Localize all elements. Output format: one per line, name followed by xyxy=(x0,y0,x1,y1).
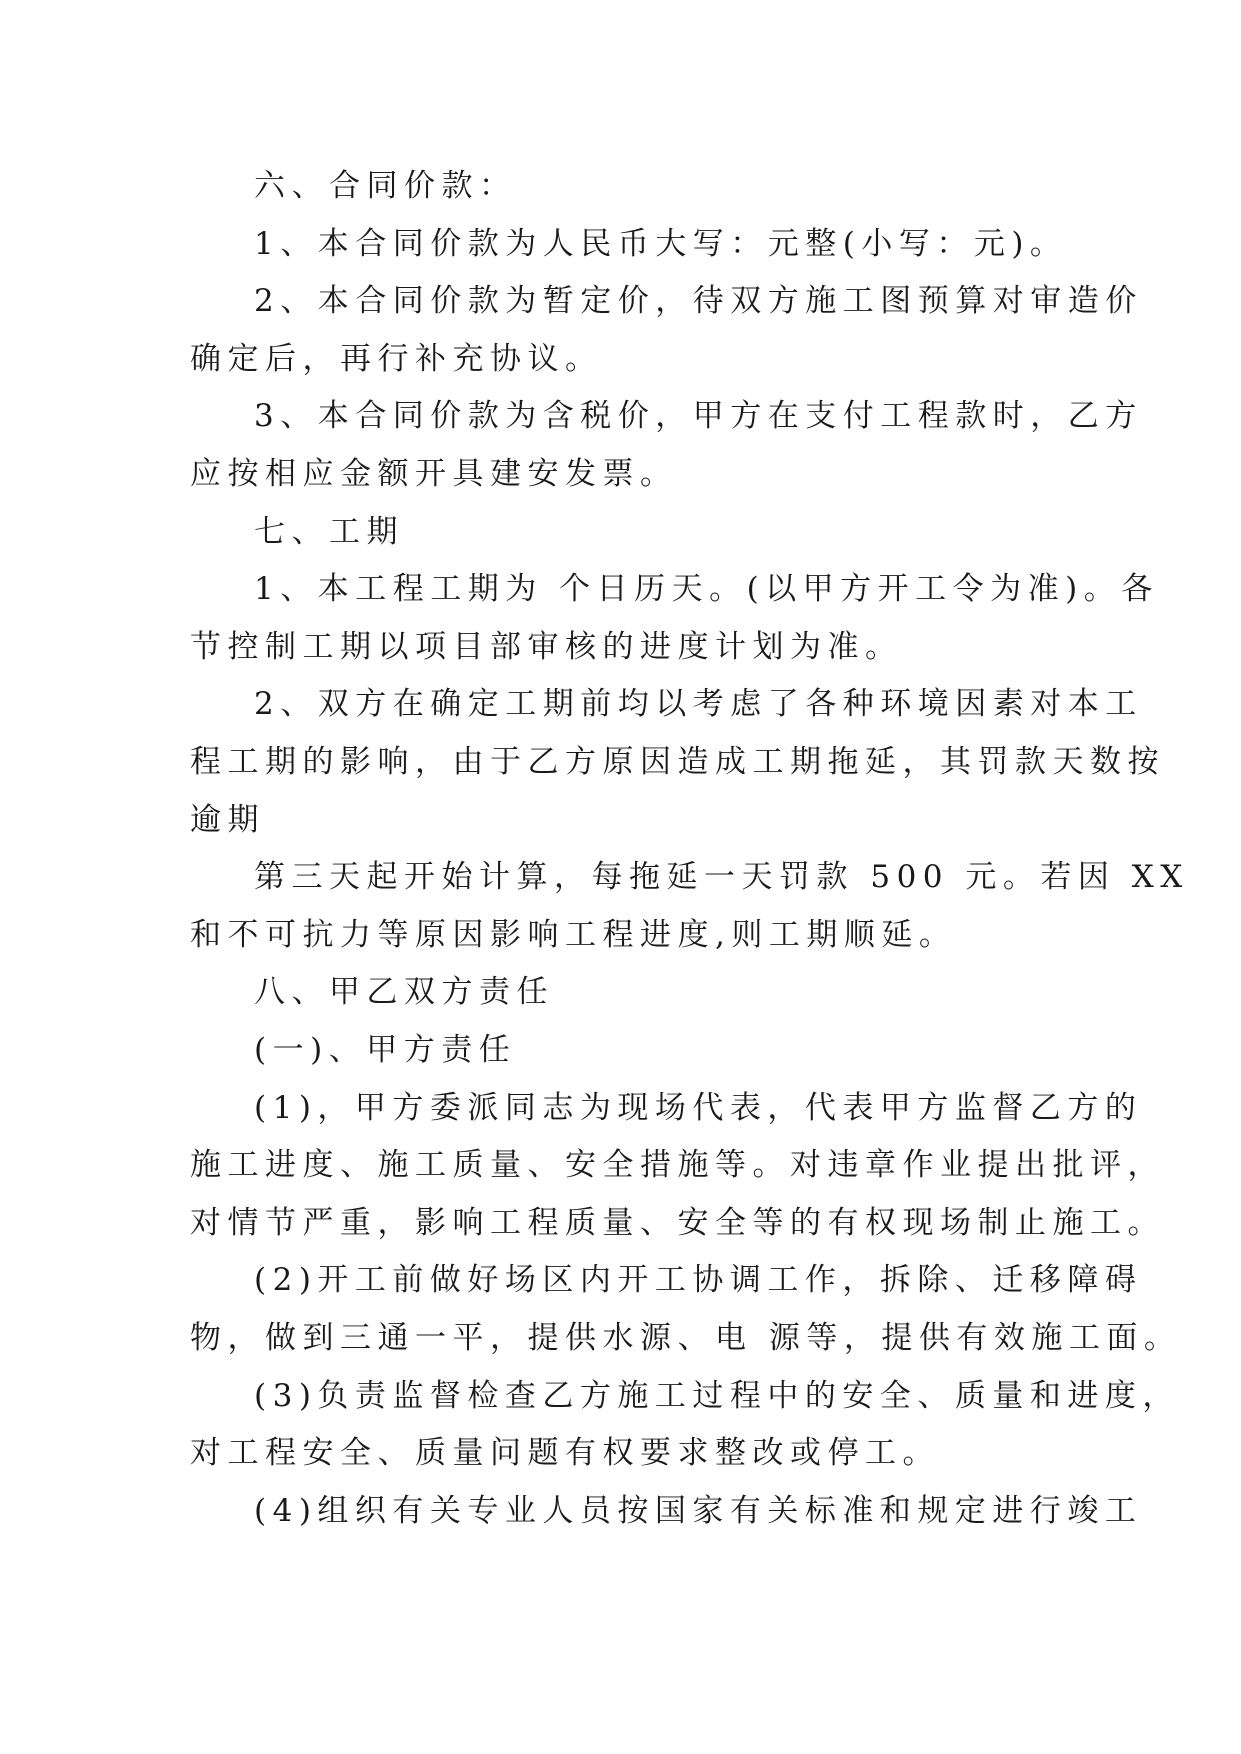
paragraph-line: 第三天起开始计算，每拖延一天罚款 500 元。若因 XX xyxy=(254,859,1189,895)
section-heading-schedule: 七、工期 xyxy=(254,514,404,550)
section-heading-contract-price: 六、合同价款： xyxy=(254,168,517,204)
section-heading-responsibilities: 八、甲乙双方责任 xyxy=(254,974,554,1010)
paragraph-line: 物，做到三通一平，提供水源、电 源等，提供有效施工面。 xyxy=(190,1320,1182,1356)
paragraph-line: (3)负责监督检查乙方施工过程中的安全、质量和进度， xyxy=(254,1378,1180,1414)
paragraph-line: 施工进度、施工质量、安全措施等。对违章作业提出批评， xyxy=(190,1147,1165,1183)
paragraph-line: 对工程安全、质量问题有权要求整改或停工。 xyxy=(190,1435,940,1471)
paragraph-line: 逾期 xyxy=(190,802,265,838)
paragraph-line: 节控制工期以项目部审核的进度计划为准。 xyxy=(190,629,903,665)
paragraph-line: 应按相应金额开具建安发票。 xyxy=(190,456,678,492)
paragraph-line: 3、本合同价款为含税价，甲方在支付工程款时，乙方 xyxy=(254,398,1143,434)
paragraph-line: (1)，甲方委派同志为现场代表，代表甲方监督乙方的 xyxy=(254,1090,1143,1126)
paragraph-line: (2)开工前做好场区内开工协调工作，拆除、迁移障碍 xyxy=(254,1262,1143,1298)
paragraph-line: 对情节严重，影响工程质量、安全等的有权现场制止施工。 xyxy=(190,1205,1165,1241)
paragraph-line: (4)组织有关专业人员按国家有关标准和规定进行竣工 xyxy=(254,1493,1143,1529)
paragraph-line: 程工期的影响，由于乙方原因造成工期拖延，其罚款天数按 xyxy=(190,744,1165,780)
paragraph-line: 2、双方在确定工期前均以考虑了各种环境因素对本工 xyxy=(254,686,1143,722)
paragraph-line: 和不可抗力等原因影响工程进度,则工期顺延。 xyxy=(190,917,957,953)
subsection-heading-party-a: (一)、甲方责任 xyxy=(254,1032,517,1068)
paragraph-line: 1、本工程工期为 个日历天。(以甲方开工令为准)。各 xyxy=(254,571,1159,607)
paragraph-line: 1、本合同价款为人民币大写：元整(小写：元)。 xyxy=(254,226,1068,262)
paragraph-line: 2、本合同价款为暂定价，待双方施工图预算对审造价 xyxy=(254,283,1143,319)
paragraph-line: 确定后，再行补充协议。 xyxy=(190,341,603,377)
